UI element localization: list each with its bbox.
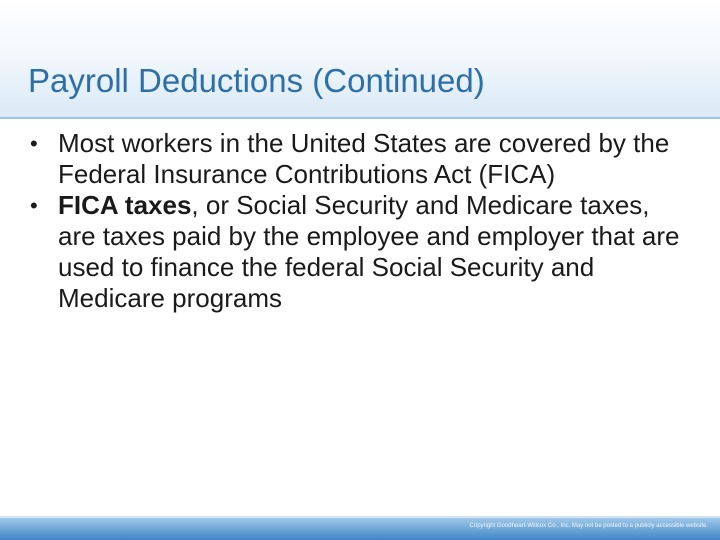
title-divider xyxy=(0,117,720,119)
bullet-text: , or Social Security and Medicare taxes, are taxes paid by the employee and employer that are used to finance the federal Social Security and Medicare programs xyxy=(58,190,680,313)
bullet-term: FICA taxes xyxy=(58,190,192,220)
footer-bar xyxy=(0,518,720,540)
bullet-item xyxy=(28,190,688,314)
bullet-text: Most workers in the United States are covered by the Federal Insurance Contributions Act (FICA) xyxy=(58,128,670,189)
bullet-marker: • xyxy=(30,193,38,218)
title-band xyxy=(0,0,720,118)
bullet-marker: • xyxy=(30,131,38,156)
bullet-item xyxy=(28,128,688,190)
bullet-list xyxy=(28,128,688,314)
copyright-notice: Copyright Goodheart-Willcox Co., Inc. May not be posted to a publicly accessible website. xyxy=(469,523,708,529)
slide-title: Payroll Deductions (Continued) xyxy=(28,62,485,99)
